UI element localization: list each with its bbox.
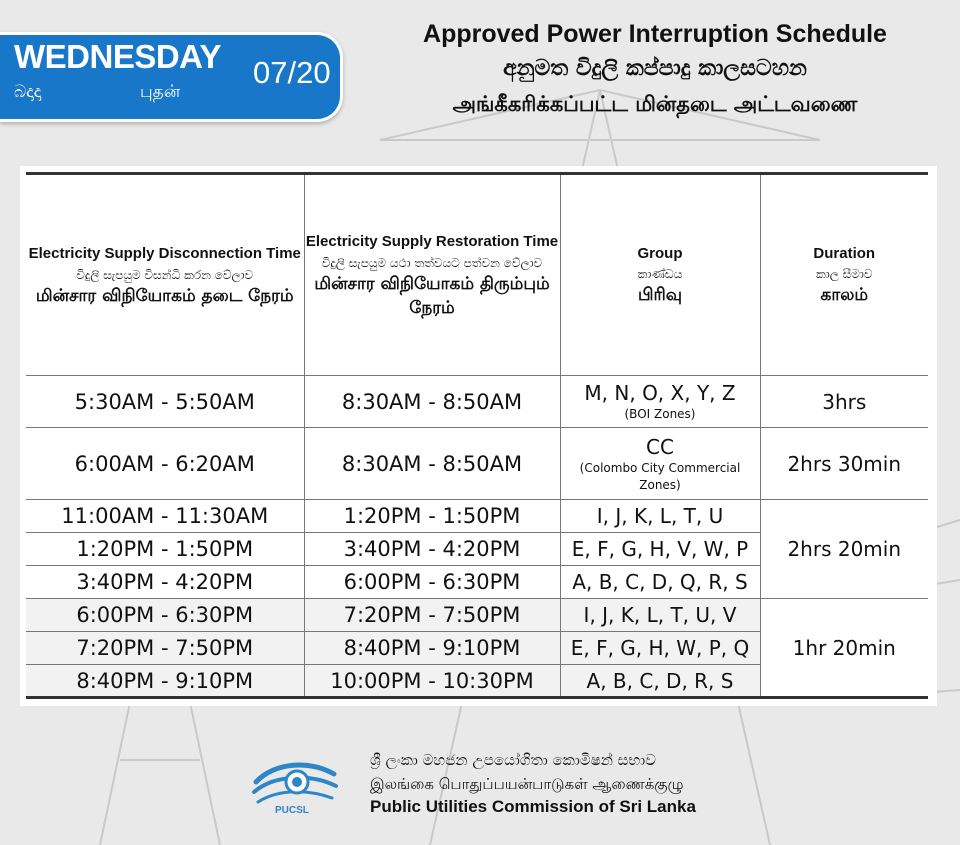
org-name: Public Utilities Commission of Sri Lanka — [370, 797, 696, 816]
schedule-card — [20, 166, 937, 706]
restore-time-cell: 1:20PM - 1:50PM — [304, 500, 560, 533]
header-group — [560, 174, 760, 376]
schedule-table — [26, 172, 928, 699]
pucsl-logo-label: PUCSL — [275, 805, 309, 816]
day-name-tamil: புதன் — [140, 82, 181, 102]
org-name-tamil: இலங்கை பொதுப்பயன்பாடுகள் ஆணைக்குழு — [370, 775, 684, 793]
disconnect-time-cell: 8:40PM - 9:10PM — [26, 665, 304, 698]
table-header-row — [26, 174, 928, 376]
group-letters: CC — [646, 434, 674, 459]
day-name-sinhala: බදාදා — [14, 82, 42, 102]
disconnect-time-cell: 6:00AM - 6:20AM — [26, 428, 304, 500]
header-disconnect-time — [26, 174, 304, 376]
restore-time-cell: 7:20PM - 7:50PM — [304, 599, 560, 632]
table-row — [26, 500, 928, 533]
group-letters: M, N, O, X, Y, Z — [584, 381, 736, 405]
header-restore-time — [304, 174, 560, 376]
org-name-sinhala: ශ්‍රී ලංකා මහජන උපයෝගිතා කොමිෂන් සභාව — [370, 751, 656, 769]
restore-time-cell: 8:30AM - 8:50AM — [304, 428, 560, 500]
day-name: WEDNESDAY — [14, 38, 221, 75]
header-restore-si: විදුලි සැපයුම යථා තත්වයට පත්වන වේලාව — [321, 256, 543, 270]
duration-cell: 2hrs 30min — [760, 428, 928, 500]
header-duration — [760, 174, 928, 376]
header-duration-si: කාල සීමාව — [816, 267, 873, 281]
header-restore-ta: மின்சார விநியோகம் திரும்பும் நேரம் — [314, 274, 550, 318]
table-row — [26, 428, 928, 500]
page-title: Approved Power Interruption Schedule — [423, 20, 887, 48]
group-cell: E, F, G, H, W, P, Q — [560, 632, 760, 665]
group-cell: A, B, C, D, R, S — [560, 665, 760, 698]
header-disconnect-ta: மின்சார விநியோகம் தடை நேரம் — [35, 286, 294, 306]
group-note: (Colombo City Commercial Zones) — [579, 460, 741, 492]
restore-time-cell: 8:40PM - 9:10PM — [304, 632, 560, 665]
restore-time-cell: 3:40PM - 4:20PM — [304, 533, 560, 566]
duration-cell: 1hr 20min — [760, 599, 928, 698]
header-duration-en: Duration — [813, 245, 876, 262]
group-cell — [560, 428, 760, 500]
page-title-sinhala: අනුමත විදුලි කප්පාදු කාලසටහන — [503, 56, 807, 81]
header-disconnect-si: විදුලි සැපයුම විසන්ධි කරන වේලාව — [76, 268, 254, 282]
header-group-si: කාණ්ඩය — [637, 267, 683, 281]
group-cell: I, J, K, L, T, U — [560, 500, 760, 533]
header-group-ta: பிரிவு — [637, 285, 682, 305]
page-title-tamil: அங்கீகரிக்கப்பட்ட மின்தடை அட்டவணை — [452, 92, 858, 116]
header-duration-ta: காலம் — [820, 285, 869, 305]
table-row — [26, 376, 928, 428]
restore-time-cell: 8:30AM - 8:50AM — [304, 376, 560, 428]
group-cell — [560, 376, 760, 428]
restore-time-cell: 10:00PM - 10:30PM — [304, 665, 560, 698]
group-cell: A, B, C, D, Q, R, S — [560, 566, 760, 599]
table-row — [26, 599, 928, 632]
disconnect-time-cell: 6:00PM - 6:30PM — [26, 599, 304, 632]
duration-cell: 2hrs 20min — [760, 500, 928, 599]
duration-cell: 3hrs — [760, 376, 928, 428]
group-note: (BOI Zones) — [624, 407, 696, 421]
disconnect-time-cell: 11:00AM - 11:30AM — [26, 500, 304, 533]
group-cell: E, F, G, H, V, W, P — [560, 533, 760, 566]
disconnect-time-cell: 5:30AM - 5:50AM — [26, 376, 304, 428]
schedule-date: 07/20 — [253, 55, 331, 90]
disconnect-time-cell: 7:20PM - 7:50PM — [26, 632, 304, 665]
restore-time-cell: 6:00PM - 6:30PM — [304, 566, 560, 599]
disconnect-time-cell: 1:20PM - 1:50PM — [26, 533, 304, 566]
disconnect-time-cell: 3:40PM - 4:20PM — [26, 566, 304, 599]
day-badge — [0, 32, 343, 122]
group-cell: I, J, K, L, T, U, V — [560, 599, 760, 632]
header-group-en: Group — [637, 245, 683, 262]
header-restore-en: Electricity Supply Restoration Time — [305, 233, 559, 250]
header-disconnect-en: Electricity Supply Disconnection Time — [28, 245, 301, 262]
